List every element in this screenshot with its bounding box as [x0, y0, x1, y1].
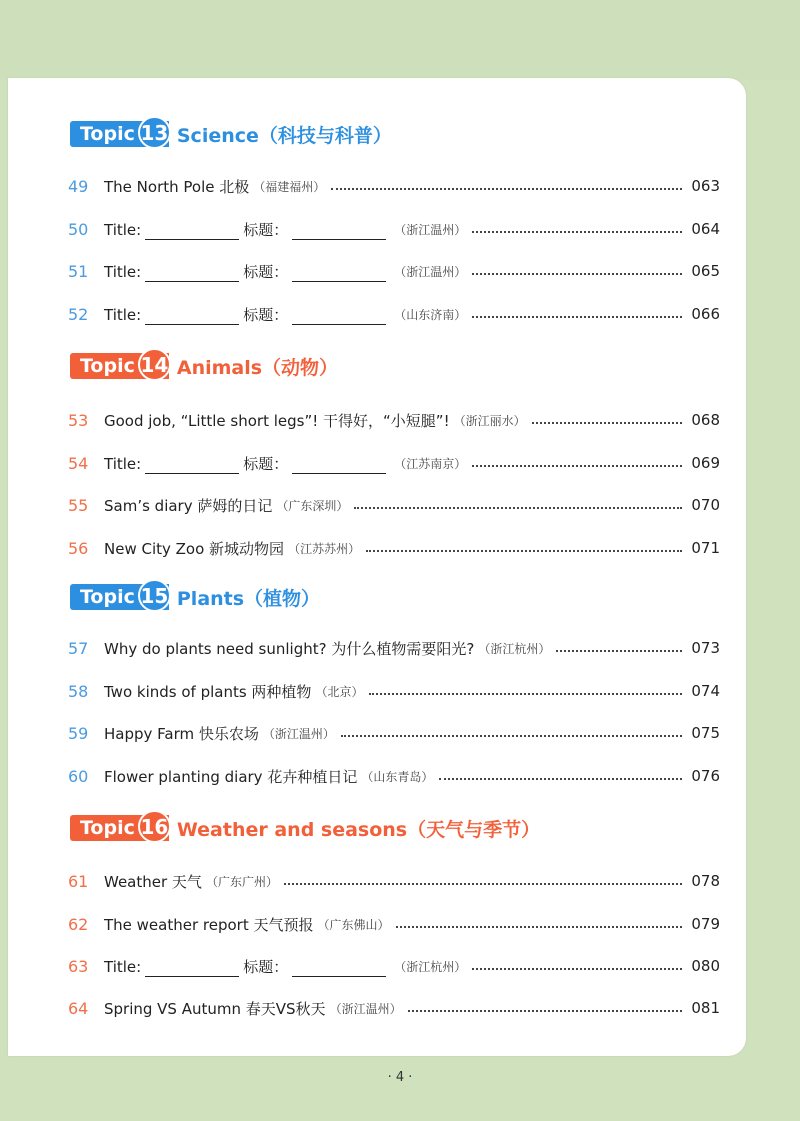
entry-number: 53: [68, 410, 89, 430]
entry-title: Weather 天气: [104, 872, 202, 891]
topic-14-header: [70, 350, 338, 382]
entry-location: （山东济南）: [394, 307, 467, 322]
dot-leader: [472, 465, 682, 467]
entry-page: 078: [691, 872, 720, 890]
entry-number: 56: [68, 538, 89, 558]
entry-number: 52: [68, 304, 89, 324]
topic-badge: [70, 584, 169, 610]
entry-number: 50: [68, 219, 89, 239]
entry-location: （浙江温州）: [262, 726, 335, 741]
entry-page: 069: [691, 454, 720, 472]
entry-number: 61: [68, 871, 89, 891]
topic-title: Animals（动物）: [176, 356, 339, 379]
toc-entry[interactable]: [68, 174, 720, 198]
title-blank-line: [145, 312, 239, 325]
entry-location: （广东佛山）: [317, 917, 390, 932]
topic-badge: [70, 815, 169, 841]
cn-title-label: 标题：: [243, 262, 289, 281]
entry-page: 081: [691, 999, 720, 1017]
dot-leader: [532, 422, 682, 424]
cn-title-blank-line: [292, 269, 386, 282]
entry-number: 60: [68, 766, 89, 786]
entry-page: 065: [691, 262, 720, 280]
toc-entry[interactable]: [68, 259, 720, 283]
entry-number: 59: [68, 723, 89, 743]
entry-page: 071: [691, 539, 720, 557]
entry-title: The North Pole 北极: [104, 177, 250, 196]
cn-title-blank-line: [292, 312, 386, 325]
entry-page: 073: [691, 639, 720, 657]
cn-title-blank-line: [292, 964, 386, 977]
toc-entry[interactable]: [68, 764, 720, 788]
toc-entry[interactable]: [68, 636, 720, 660]
entry-title: New City Zoo 新城动物园: [104, 539, 285, 558]
title-blank-line: [145, 964, 239, 977]
entry-page: 076: [691, 767, 720, 785]
entry-number: 55: [68, 495, 89, 515]
entry-location: （广东广州）: [205, 874, 278, 889]
topic-13-header: [70, 118, 392, 150]
entry-location: （江苏苏州）: [288, 541, 361, 556]
entry-page: 080: [691, 957, 720, 975]
toc-entry[interactable]: [68, 912, 720, 936]
entry-location: （浙江杭州）: [394, 959, 467, 974]
topic-title: Science（科技与科普）: [176, 124, 392, 147]
title-label: Title:: [104, 454, 142, 473]
toc-entry[interactable]: [68, 679, 720, 703]
entry-location: （福建福州）: [253, 179, 326, 194]
page-number: · 4 ·: [387, 1070, 413, 1085]
entry-title: Happy Farm 快乐农场: [104, 724, 259, 743]
dot-leader: [341, 735, 682, 737]
entry-number: 58: [68, 681, 89, 701]
entry-title-blank: [104, 304, 390, 325]
entry-title-blank: [104, 453, 390, 474]
cn-title-blank-line: [292, 227, 386, 240]
topic-label: Topic: [80, 123, 135, 145]
entry-number: 49: [68, 176, 89, 196]
entry-page: 063: [691, 177, 720, 195]
entry-page: 074: [691, 682, 720, 700]
entry-number: 63: [68, 956, 89, 976]
toc-entry[interactable]: [68, 493, 720, 517]
toc-entry[interactable]: [68, 408, 720, 432]
dot-leader: [556, 650, 682, 652]
title-blank-line: [145, 461, 239, 474]
topic-badge: [70, 121, 169, 147]
entry-title: Sam’s diary 萨姆的日记: [104, 496, 273, 515]
scan-background: [0, 0, 800, 80]
cn-title-label: 标题：: [243, 957, 289, 976]
entry-page: 068: [691, 411, 720, 429]
dot-leader: [331, 188, 682, 190]
entry-title: Two kinds of plants 两种植物: [104, 682, 312, 701]
toc-entry[interactable]: [68, 536, 720, 560]
entry-page: 070: [691, 496, 720, 514]
topic-title: Weather and seasons（天气与季节）: [176, 818, 541, 841]
dot-leader: [472, 968, 682, 970]
topic-number: 16: [138, 810, 171, 843]
entry-number: 51: [68, 261, 89, 281]
entry-location: （浙江丽水）: [453, 413, 526, 428]
toc-entry[interactable]: [68, 451, 720, 475]
topic-number: 14: [138, 348, 171, 381]
toc-entry[interactable]: [68, 721, 720, 745]
dot-leader: [408, 1010, 682, 1012]
topic-15-header: [70, 581, 320, 613]
title-label: Title:: [104, 220, 142, 239]
topic-badge: [70, 353, 169, 379]
entry-location: （广东深圳）: [276, 498, 349, 513]
title-blank-line: [145, 227, 239, 240]
entry-number: 54: [68, 453, 89, 473]
topic-label: Topic: [80, 817, 135, 839]
entry-title: Flower planting diary 花卉种植日记: [104, 767, 358, 786]
entry-location: （浙江温州）: [394, 264, 467, 279]
entry-title: The weather report 天气预报: [104, 915, 314, 934]
entry-location: （山东青岛）: [361, 769, 434, 784]
toc-entry[interactable]: [68, 302, 720, 326]
entry-number: 62: [68, 914, 89, 934]
toc-entry[interactable]: [68, 954, 720, 978]
toc-entry[interactable]: [68, 217, 720, 241]
entry-location: （江苏南京）: [394, 456, 467, 471]
entry-title: Why do plants need sunlight? 为什么植物需要阳光?: [104, 639, 475, 658]
dot-leader: [354, 507, 682, 509]
dot-leader: [284, 883, 682, 885]
topic-number: 15: [138, 579, 171, 612]
entry-page: 066: [691, 305, 720, 323]
title-label: Title:: [104, 957, 142, 976]
entry-title-blank: [104, 219, 390, 240]
entry-location: （浙江温州）: [394, 222, 467, 237]
dot-leader: [396, 926, 682, 928]
entry-page: 064: [691, 220, 720, 238]
topic-number: 13: [138, 116, 171, 149]
dot-leader: [366, 550, 682, 552]
title-blank-line: [145, 269, 239, 282]
toc-entry[interactable]: [68, 996, 720, 1020]
dot-leader: [439, 778, 682, 780]
topic-label: Topic: [80, 586, 135, 608]
cn-title-blank-line: [292, 461, 386, 474]
dot-leader: [472, 231, 682, 233]
title-label: Title:: [104, 305, 142, 324]
topic-title: Plants（植物）: [176, 587, 321, 610]
dot-leader: [472, 273, 682, 275]
entry-number: 57: [68, 638, 89, 658]
entry-number: 64: [68, 998, 89, 1018]
entry-location: （北京）: [315, 684, 364, 699]
entry-title: Good job, “Little short legs”! 干得好，“小短腿”!: [104, 411, 450, 430]
cn-title-label: 标题：: [243, 454, 289, 473]
entry-location: （浙江杭州）: [478, 641, 551, 656]
dot-leader: [369, 693, 682, 695]
cn-title-label: 标题：: [243, 220, 289, 239]
topic-label: Topic: [80, 355, 135, 377]
entry-page: 075: [691, 724, 720, 742]
topic-16-header: [70, 812, 540, 844]
toc-entry[interactable]: [68, 869, 720, 893]
dot-leader: [472, 316, 682, 318]
entry-title-blank: [104, 261, 390, 282]
entry-title: Spring VS Autumn 春天VS秋天: [104, 999, 326, 1018]
entry-title-blank: [104, 956, 390, 977]
cn-title-label: 标题：: [243, 305, 289, 324]
entry-location: （浙江温州）: [329, 1001, 402, 1016]
entry-page: 079: [691, 915, 720, 933]
title-label: Title:: [104, 262, 142, 281]
